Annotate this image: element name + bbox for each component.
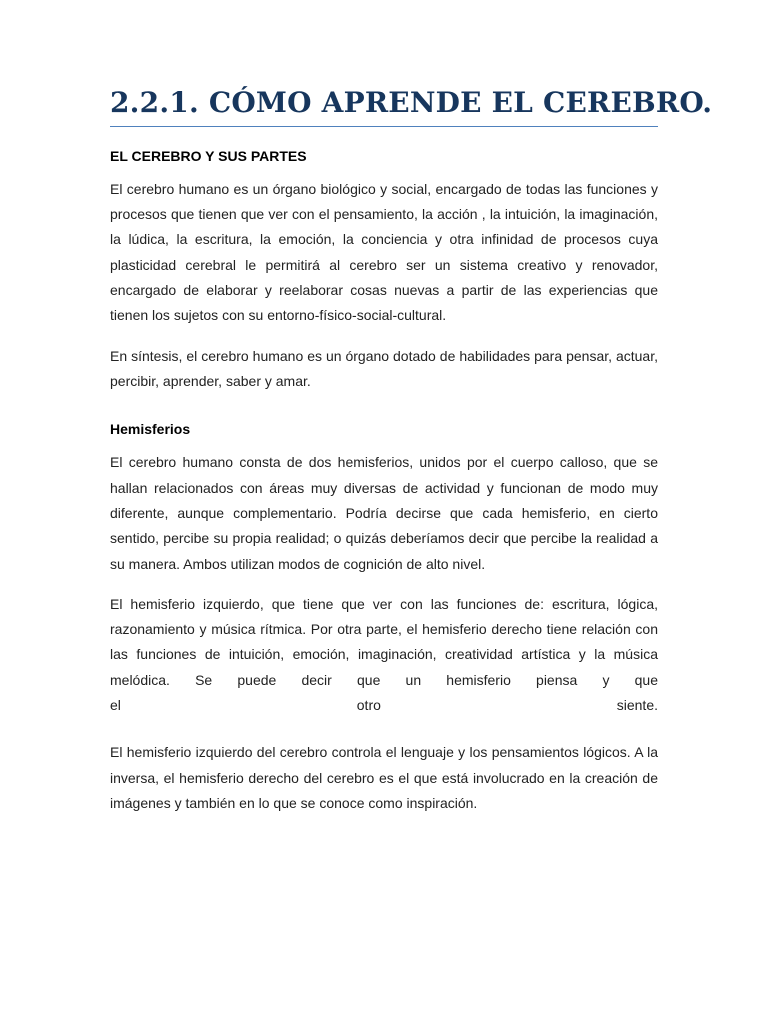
paragraph-two-hemispheres: El cerebro humano consta de dos hemisferios, unidos por el cuerpo calloso, que se hallan relacionados con áreas muy diversas de actividad y funcionan de modo muy diferente, aunque complementario. Podría decirse que cada hemisferio, en cierto sentido, percibe su propia realidad; o quizás deberíamos decir que percibe la realidad a su manera. Ambos utilizan modos de cognición de alto nivel.: [110, 454, 658, 572]
paragraph-hemisphere-functions-body: El hemisferio izquierdo, que tiene que ver con las funciones de: escritura, lógica, razonamiento y música rítmica. Por otra parte, el hemisferio derecho tiene relación con las funciones de intuición, emoción, imaginación, creatividad artística y la música melódica. Se puede decir que un hemisferio piensa y que: [110, 595, 658, 688]
paragraph-hemisphere-functions: [110, 592, 658, 718]
word-el: el: [110, 697, 121, 714]
paragraph-synthesis: En síntesis, el cerebro humano es un órgano dotado de habilidades para pensar, actuar, percibir, aprender, saber y amar.: [110, 347, 658, 389]
title-underline-rule: [110, 126, 658, 127]
subheading-hemispheres: Hemisferios: [110, 421, 191, 438]
paragraph-hemisphere-functions-last-line: [110, 693, 658, 718]
section-heading: EL CEREBRO Y SUS PARTES: [110, 147, 307, 164]
word-otro: otro: [356, 697, 381, 714]
word-siente: siente.: [616, 697, 658, 714]
document-page: [110, 86, 713, 816]
paragraph-brain-definition: El cerebro humano es un órgano biológico y social, encargado de todas las funciones y procesos que tienen que ver con el pensamiento, la acción , la intuición, la imaginación, la lúdica, la escritura, la emoción, la conciencia y otra infinidad de procesos cuya plasticidad cerebral le permitirá al cerebro ser un sistema creativo y renovador, encargado de elaborar y reelaborar cosas nuevas a partir de las experiencias que tienen los sujetos con su entorno-físico-social-cultural.: [110, 180, 658, 324]
paragraph-left-right-control: El hemisferio izquierdo del cerebro controla el lenguaje y los pensamientos lógicos. A la inversa, el hemisferio derecho del cerebro es el que está involucrado en la creación de imágenes y también en lo que se conoce como inspiración.: [110, 744, 658, 811]
page-title: 2.2.1. CÓMO APRENDE EL CEREBRO.: [110, 86, 713, 119]
